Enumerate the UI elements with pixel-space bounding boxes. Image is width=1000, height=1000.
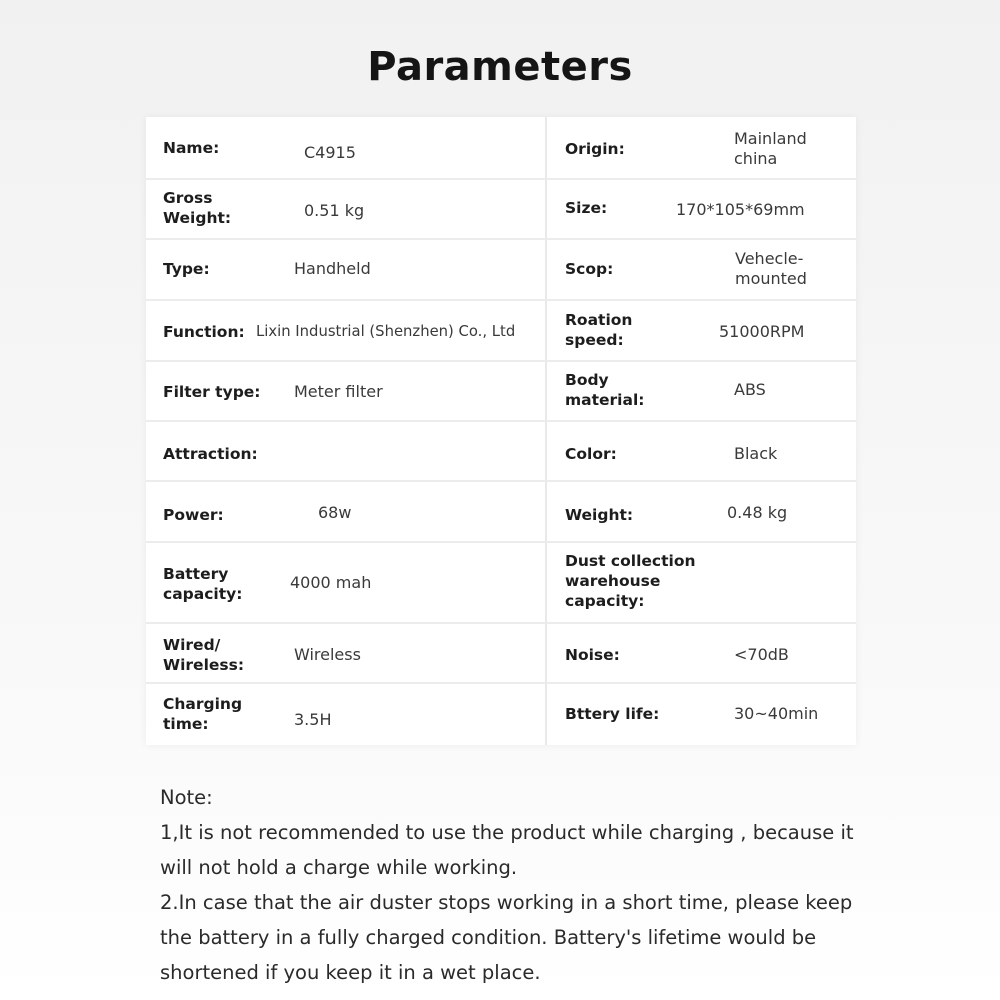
param-label-color: Color:: [565, 445, 617, 463]
param-value-dust-capacity: [734, 541, 824, 621]
note-line-2: 2.In case that the air duster stops working in a short time, please keep the battery in a fully charged condition. Battery's lifetime would be shortened if you keep it in a wet place.: [160, 891, 853, 984]
param-value-charging-time: 3.5H: [294, 709, 332, 729]
param-value-filter-type: Meter filter: [294, 381, 383, 401]
param-value-rotation-speed: 51000RPM: [719, 322, 805, 341]
param-value-function: Lixin Industrial (Shenzhen) Co., Ltd: [256, 323, 516, 340]
param-label-battery-capacity: Battery capacity:: [163, 565, 243, 603]
param-value-name: C4915: [304, 142, 356, 162]
param-value-power: 68w: [318, 503, 352, 522]
param-value-wired-wireless: Wireless: [294, 645, 361, 664]
param-value-body-material: ABS: [734, 380, 766, 399]
param-value-scop: Vehecle-mounted: [735, 248, 807, 288]
note-line-1: 1,It is not recommended to use the product while charging , because it will not hold a charge while working.: [160, 821, 854, 879]
param-label-function: Function:: [163, 323, 245, 341]
param-label-gross-weight: Gross Weight:: [163, 189, 232, 227]
note-heading: Note:: [160, 786, 213, 809]
param-value-battery-capacity: 4000 mah: [290, 572, 372, 592]
param-value-type: Handheld: [294, 258, 371, 278]
param-value-weight: 0.48 kg: [727, 503, 788, 522]
param-value-noise: <70dB: [734, 645, 789, 664]
param-value-gross-weight: 0.51 kg: [304, 201, 365, 220]
param-label-weight: Weight:: [565, 505, 634, 524]
param-label-size: Size:: [565, 199, 608, 217]
param-label-wired-wireless: Wired/ Wireless:: [163, 636, 245, 674]
param-label-power: Power:: [163, 505, 224, 524]
param-label-dust-capacity: Dust collection warehouse capacity:: [565, 552, 696, 610]
param-label-origin: Origin:: [565, 139, 625, 158]
param-value-color: Black: [734, 444, 778, 463]
param-label-type: Type:: [163, 259, 210, 278]
page-title: Parameters: [367, 44, 633, 90]
parameters-table: [146, 117, 856, 745]
note-section: [160, 780, 880, 990]
param-label-battery-life: Bttery life:: [565, 704, 660, 723]
column-divider: [545, 117, 547, 745]
param-value-size: 170*105*69mm: [676, 200, 805, 219]
param-label-attraction: Attraction:: [163, 445, 258, 463]
param-value-attraction: [294, 420, 524, 488]
param-label-charging-time: Charging time:: [163, 694, 243, 733]
param-label-noise: Noise:: [565, 646, 620, 664]
param-value-origin: Mainland china: [734, 128, 807, 168]
param-value-battery-life: 30~40min: [734, 703, 819, 723]
param-label-rotation-speed: Roation speed:: [565, 310, 633, 349]
param-label-scop: Scop:: [565, 259, 614, 278]
param-label-filter-type: Filter type:: [163, 382, 261, 401]
param-label-name: Name:: [163, 138, 220, 157]
param-label-body-material: Body material:: [565, 371, 645, 409]
